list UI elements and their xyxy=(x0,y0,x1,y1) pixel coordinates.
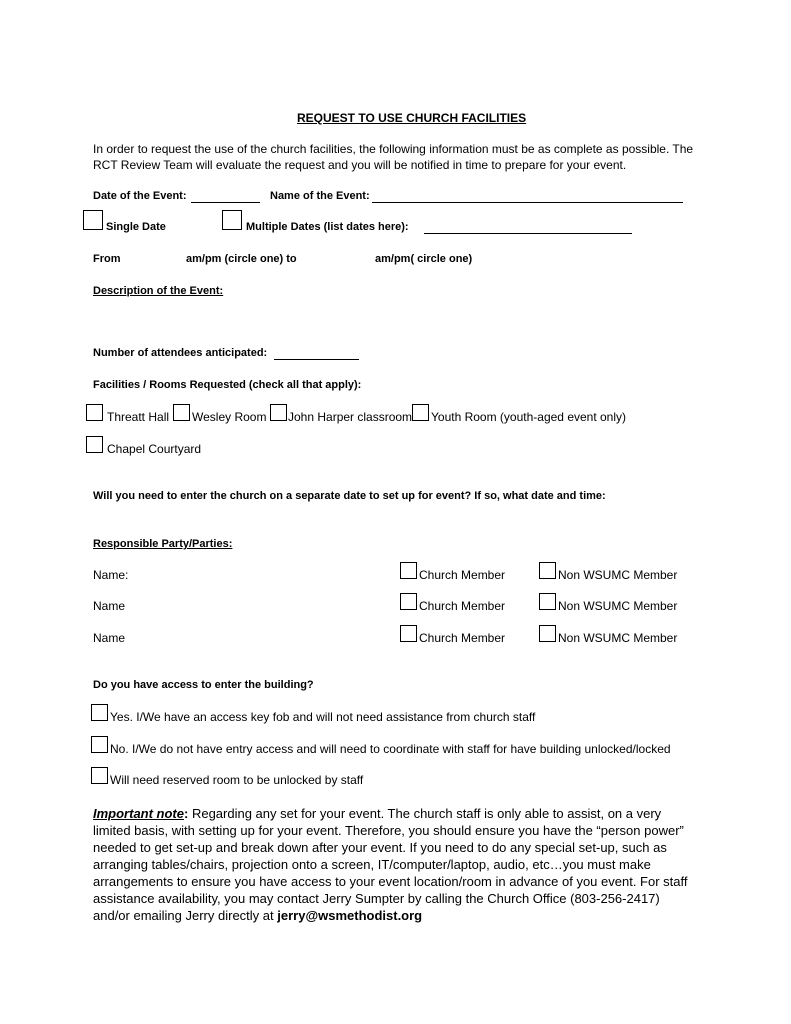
responsible-3-church-member-checkbox[interactable] xyxy=(400,625,417,642)
room-wesley-label: Wesley Room xyxy=(192,410,267,424)
responsible-1-non-member-label: Non WSUMC Member xyxy=(558,568,678,582)
description-label: Description of the Event: xyxy=(93,285,224,297)
responsible-name-1-label: Name: xyxy=(93,568,129,582)
room-chapel-courtyard-label: Chapel Courtyard xyxy=(107,442,202,456)
room-wesley-checkbox[interactable] xyxy=(173,404,190,421)
multiple-dates-field[interactable] xyxy=(424,233,632,234)
multiple-dates-label: Multiple Dates (list dates here): xyxy=(246,221,409,233)
responsible-2-non-member-checkbox[interactable] xyxy=(539,593,556,610)
room-chapel-courtyard-checkbox[interactable] xyxy=(86,436,103,453)
responsible-2-non-member-label: Non WSUMC Member xyxy=(558,599,678,613)
responsible-name-2-label: Name xyxy=(93,599,126,613)
responsible-name-3-label: Name xyxy=(93,631,126,645)
important-note xyxy=(93,805,693,924)
page-title: REQUEST TO USE CHURCH FACILITIES xyxy=(297,111,527,125)
access-unlock-checkbox[interactable] xyxy=(91,767,108,784)
intro-line-2: RCT Review Team will evaluate the request and you will be notified in time to prepare for your event. xyxy=(93,158,627,172)
single-date-checkbox[interactable] xyxy=(83,210,103,230)
room-youth-label: Youth Room (youth-aged event only) xyxy=(431,410,627,424)
from-label: From xyxy=(93,253,121,265)
multiple-dates-checkbox[interactable] xyxy=(222,210,242,230)
important-note-colon: : xyxy=(184,806,189,821)
setup-question: Will you need to enter the church on a separate date to set up for event? If so, what date and time: xyxy=(93,490,606,502)
room-john-harper-label: John Harper classroom xyxy=(288,410,413,424)
responsible-3-church-member-label: Church Member xyxy=(419,631,506,645)
ampm-end-label: am/pm( circle one) xyxy=(375,253,473,265)
event-name-field[interactable] xyxy=(372,202,683,203)
access-no-label: No. I/We do not have entry access and will need to coordinate with staff for have building unlocked/locked xyxy=(110,742,671,756)
responsible-3-non-member-label: Non WSUMC Member xyxy=(558,631,678,645)
room-youth-checkbox[interactable] xyxy=(412,404,429,421)
access-question: Do you have access to enter the building? xyxy=(93,679,314,691)
attendees-field[interactable] xyxy=(274,359,359,360)
contact-email-link[interactable]: jerry@wsmethodist.org xyxy=(277,908,423,923)
responsible-heading: Responsible Party/Parties: xyxy=(93,538,233,550)
facilities-heading: Facilities / Rooms Requested (check all that apply): xyxy=(93,379,362,391)
responsible-1-non-member-checkbox[interactable] xyxy=(539,562,556,579)
access-unlock-label: Will need reserved room to be unlocked by staff xyxy=(110,773,364,787)
important-note-body: Regarding any set for your event. The church staff is only able to assist, on a very limited basis, with setting up for your event. Therefore, you should ensure you have the “person power” needed to get set-up and break down after your event. If you need to do any special set-up, such as arranging tables/chairs, projection onto a screen, IT/computer/laptop, audio, etc…you must make arrangements to ensure you have access to your event location/room in advance of you event. For staff assistance availability, you may contact Jerry Sumpter by calling the Church Office (803-256-2417) and/or emailing Jerry directly at xyxy=(93,806,688,923)
room-john-harper-checkbox[interactable] xyxy=(270,404,287,421)
access-yes-label: Yes. I/We have an access key fob and will not need assistance from church staff xyxy=(110,710,536,724)
intro-line-1: In order to request the use of the church facilities, the following information must be as complete as possible. The xyxy=(93,142,694,156)
important-note-label: Important note xyxy=(93,806,184,821)
event-date-label: Date of the Event: xyxy=(93,190,187,202)
responsible-2-church-member-checkbox[interactable] xyxy=(400,593,417,610)
access-yes-checkbox[interactable] xyxy=(91,704,108,721)
responsible-3-non-member-checkbox[interactable] xyxy=(539,625,556,642)
event-date-field[interactable] xyxy=(191,202,260,203)
attendees-label: Number of attendees anticipated: xyxy=(93,347,268,359)
room-threatt-hall-checkbox[interactable] xyxy=(86,404,103,421)
event-name-label: Name of the Event: xyxy=(270,190,370,202)
access-no-checkbox[interactable] xyxy=(91,736,108,753)
single-date-label: Single Date xyxy=(106,221,166,233)
room-threatt-hall-label: Threatt Hall xyxy=(107,410,170,424)
ampm-to-label: am/pm (circle one) to xyxy=(186,253,297,265)
responsible-1-church-member-checkbox[interactable] xyxy=(400,562,417,579)
responsible-2-church-member-label: Church Member xyxy=(419,599,506,613)
responsible-1-church-member-label: Church Member xyxy=(419,568,506,582)
